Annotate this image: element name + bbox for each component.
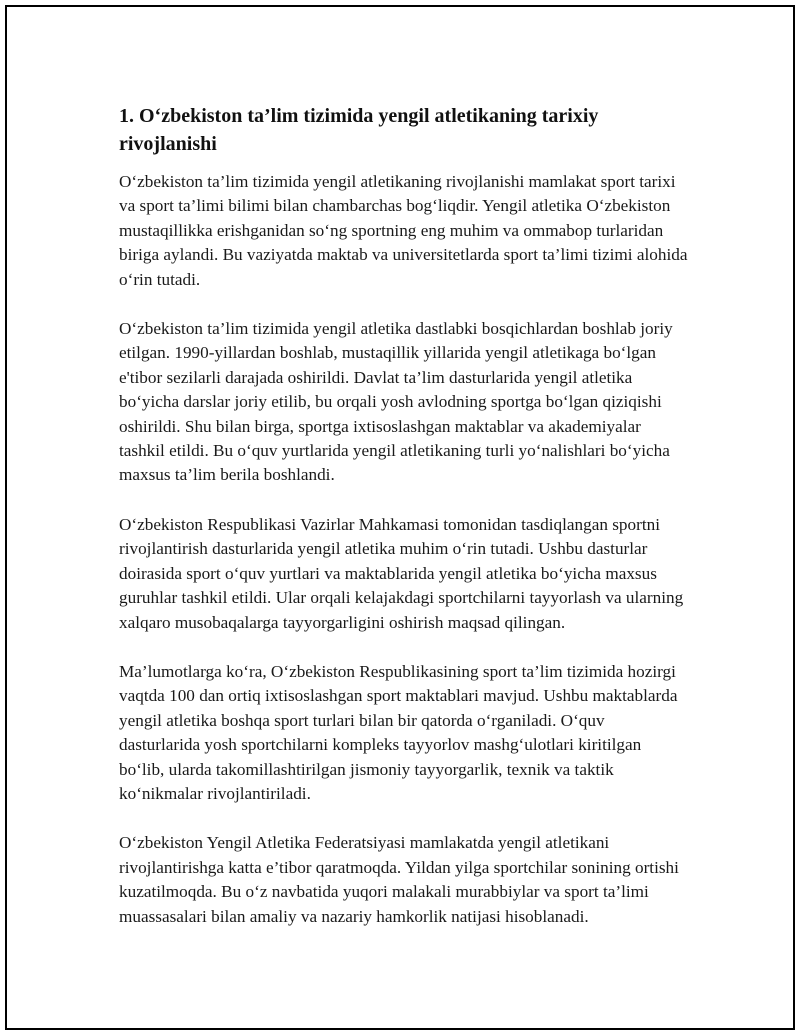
document-body (119, 102, 689, 954)
document-page (5, 5, 795, 1030)
paragraph-1: O‘zbekiston ta’lim tizimida yengil atletikaning rivojlanishi mamlakat sport tarixi va sport ta’limi bilimi bilan chambarchas bog‘liqdir. Yengil atletika O‘zbekiston mustaqillikka erishganidan so‘ng sportning eng muhim va ommabop turlaridan biriga aylandi. Bu vaziyatda maktab va universitetlarda sport ta’limi tizimi alohida o‘rin tutadi. (119, 172, 688, 289)
paragraph-4: Ma’lumotlarga ko‘ra, O‘zbekiston Respublikasining sport ta’lim tizimida hozirgi vaqtda 100 dan ortiq ixtisoslashgan sport maktablari mavjud. Ushbu maktablarda yengil atletika boshqa sport turlari bilan bir qatorda o‘rganiladi. O‘quv dasturlarida yosh sportchilarni kompleks tayyorlov mashg‘ulotlari kiritilgan bo‘lib, ularda takomillashtirilgan jismoniy tayyorgarlik, texnik va taktik ko‘nikmalar rivojlantiriladi. (119, 661, 678, 803)
paragraph-2: O‘zbekiston ta’lim tizimida yengil atletika dastlabki bosqichlardan boshlab joriy etilgan. 1990-yillardan boshlab, mustaqillik yillarida yengil atletikaga bo‘lgan e'tibor sezilarli darajada oshirildi. Davlat ta’lim dasturlarida yengil atletika bo‘yicha darslar joriy etilib, bu orqali yosh avlodning sportga bo‘lgan qiziqishi oshirildi. Shu bilan birga, sportga ixtisoslashgan maktablar va akademiyalar tashkil etildi. Bu o‘quv yurtlarida yengil atletikaning turli yo‘nalishlari bo‘yicha maxsus ta’lim berila boshlandi. (119, 319, 673, 485)
section-heading: 1. O‘zbekiston ta’lim tizimida yengil atletikaning tarixiy rivojlanishi (119, 105, 599, 155)
paragraph-3: O‘zbekiston Respublikasi Vazirlar Mahkamasi tomonidan tasdiqlangan sportni rivojlantirish dasturlarida yengil atletika muhim o‘rin tutadi. Ushbu dasturlar doirasida sport o‘quv yurtlari va maktablarida yengil atletika bo‘yicha maxsus guruhlar tashkil etildi. Ular orqali kelajakdagi sportchilarni tayyorlash va ularning xalqaro musobaqalarga tayyorgarligini oshirish maqsad qilingan. (119, 514, 684, 632)
paragraph-5: O‘zbekiston Yengil Atletika Federatsiyasi mamlakatda yengil atletikani rivojlantirishga katta e’tibor qaratmoqda. Yildan yilga sportchilar sonining ortishi kuzatilmoqda. Bu o‘z navbatida yuqori malakali murabbiylar va sport ta’limi muassasalari bilan amaliy va nazariy hamkorlik natijasi hisoblanadi. (119, 833, 679, 926)
